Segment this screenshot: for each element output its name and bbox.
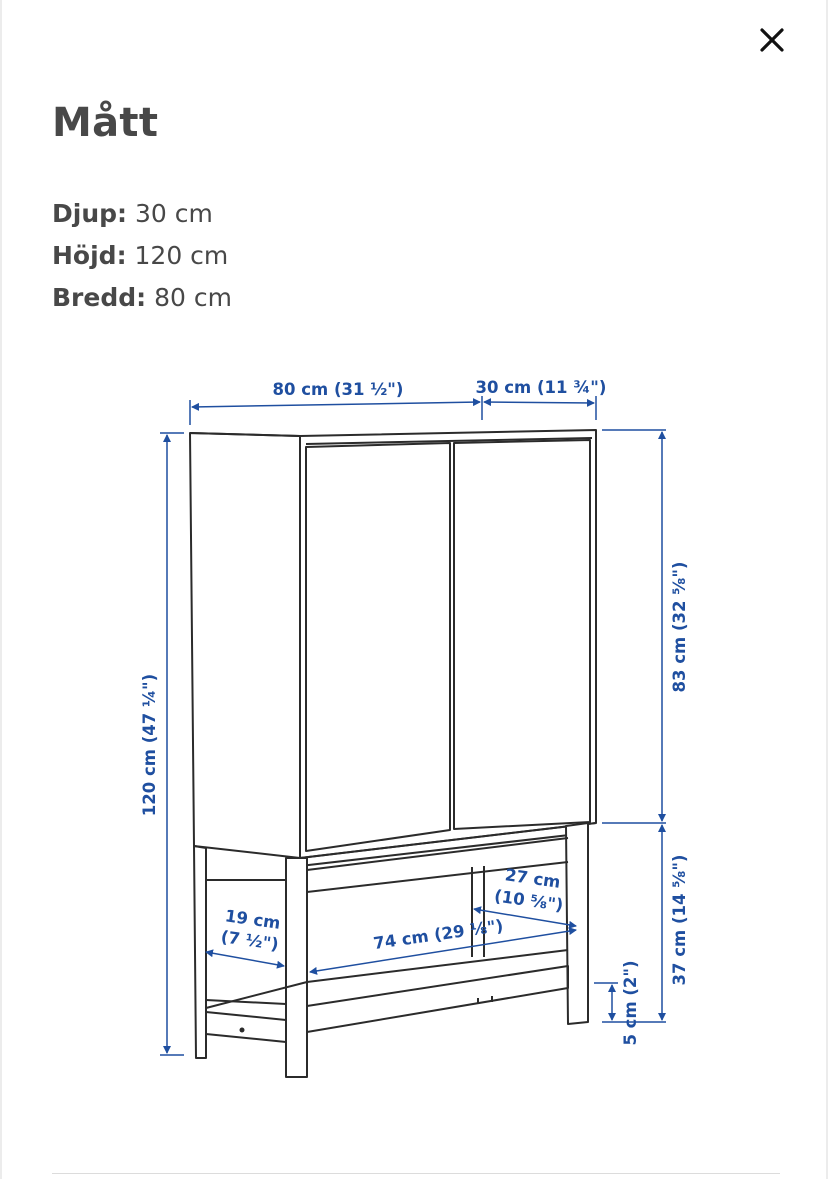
dimension-depth-value: 30 cm <box>127 199 213 228</box>
label-height-cabinet: 83 cm (32 ⅝") <box>670 561 689 693</box>
dimension-width-value: 80 cm <box>146 283 232 312</box>
section-divider <box>52 1173 780 1174</box>
cabinet-outline <box>190 430 596 1077</box>
close-icon <box>758 26 786 54</box>
dimension-list <box>52 193 232 319</box>
label-side-depth-cm: 19 cm <box>223 906 282 933</box>
label-inner-width: 74 cm (29 ⅛") <box>372 916 505 954</box>
label-depth: 30 cm (11 ¾") <box>475 378 607 397</box>
label-height-total: 120 cm (47 ¼") <box>140 673 159 817</box>
dimension-width <box>52 277 232 319</box>
label-inner-depth-cm: 27 cm <box>503 865 562 892</box>
dimension-depth-key: Djup: <box>52 199 128 228</box>
close-button[interactable] <box>750 18 794 62</box>
label-side-depth-in: (7 ½") <box>219 927 280 954</box>
dimension-width-key: Bredd: <box>52 283 147 312</box>
dimension-height-value: 120 cm <box>126 241 229 270</box>
label-leg-height: 5 cm (2") <box>621 960 640 1046</box>
dimension-height <box>52 235 232 277</box>
dimension-depth <box>52 193 232 235</box>
page-title: Mått <box>52 100 159 146</box>
label-width: 80 cm (31 ½") <box>272 380 404 399</box>
label-height-base: 37 cm (14 ⅝") <box>670 854 689 986</box>
dimension-height-key: Höjd: <box>52 241 127 270</box>
label-inner-depth-in: (10 ⅝") <box>493 886 565 915</box>
screw-hole-icon <box>240 1028 245 1033</box>
cabinet-dimension-drawing <box>132 370 692 1100</box>
